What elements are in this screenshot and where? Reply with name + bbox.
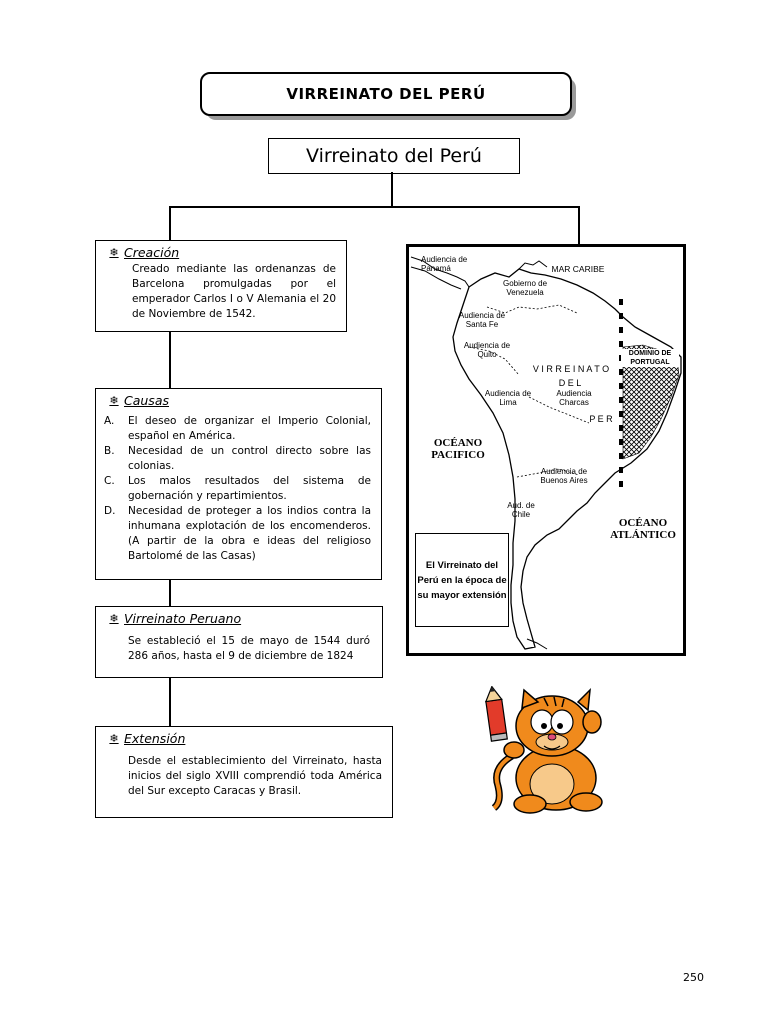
map-caption: El Virreinato del Perú en la época de su mayor extensión — [415, 533, 509, 627]
map-label: Audiencia de Quito — [463, 341, 511, 359]
snowflake-bullet-icon: ❄ — [109, 394, 119, 407]
map-label: MAR CARIBE — [551, 264, 605, 274]
list-item: A. El deseo de organizar el Imperio Colonial, español en América. — [104, 415, 371, 442]
connector-line — [169, 580, 171, 606]
map-label: Audiencia de Santa Fe — [458, 311, 506, 329]
connector-line — [391, 172, 393, 206]
map-label: V I R R E I N A T O — [532, 364, 610, 374]
map-label: Audiencia de Buenos Aires — [540, 467, 588, 485]
cartoon-cat-illustration — [478, 686, 612, 816]
page-number: 250 — [683, 971, 704, 984]
snowflake-bullet-icon: ❄ — [109, 732, 119, 745]
extension-heading: Extensión — [124, 731, 186, 746]
virreinato-peruano-heading: Virreinato Peruano — [124, 611, 242, 626]
virreinato-peruano-box — [95, 606, 383, 678]
connector-line — [169, 678, 171, 726]
map-ocean-label: OCÉANO PACIFICO — [431, 437, 485, 461]
map-ocean-label: OCÉANO ATLÁNTICO — [610, 517, 676, 541]
list-item: B. Necesidad de un control directo sobre las colonias. — [104, 445, 371, 472]
snowflake-bullet-icon: ❄ — [109, 612, 119, 625]
main-title-box — [268, 138, 520, 174]
extension-text: Desde el establecimiento del Virreinato, hasta inicios del siglo XVIII comprendió toda América del Sur excepto Caracas y Brasil. — [128, 755, 382, 797]
causas-heading: Causas — [124, 393, 169, 408]
virreinato-peruano-text: Se estableció el 15 de mayo de 1544 duró 286 años, hasta el 9 de diciembre de 1824 — [128, 635, 370, 662]
south-america-map — [406, 244, 686, 656]
map-label: Audiencia de Panamá — [421, 255, 468, 273]
map-label: DOMINIO DE PORTUGAL — [621, 349, 679, 367]
list-item: D. Necesidad de proteger a los indios contra la inhumana explotación de los encomenderos. (A partir de la obra e ideas del religioso Bartolomé de las Casas) — [104, 505, 371, 562]
creacion-text: Creado mediante las ordenanzas de Barcelona promulgadas por el emperador Carlos I o V Alemania el 20 de Noviembre de 1542. — [132, 263, 336, 320]
header-title: VIRREINATO DEL PERÚ — [286, 85, 486, 103]
map-label: P E R — [589, 414, 613, 424]
main-title: Virreinato del Perú — [306, 145, 482, 167]
causas-box — [95, 388, 382, 580]
connector-line — [578, 206, 580, 244]
list-item: C. Los malos resultados del sistema de gobernación y repartimientos. — [104, 475, 371, 502]
creacion-box — [95, 240, 347, 332]
map-label: Audiencia de Lima — [484, 389, 532, 407]
map-label: D E L — [558, 378, 582, 388]
connector-line — [169, 206, 579, 208]
snowflake-bullet-icon: ❄ — [109, 246, 119, 259]
connector-line — [169, 332, 171, 388]
map-label: Gobierno de Venezuela — [502, 279, 548, 297]
causas-list — [104, 414, 371, 564]
page-header — [200, 72, 572, 116]
map-label: Audiencia Charcas — [556, 389, 592, 407]
map-label: Aud. de Chile — [507, 501, 535, 519]
creacion-heading: Creación — [124, 245, 180, 260]
connector-line — [169, 206, 171, 240]
extension-box — [95, 726, 393, 818]
